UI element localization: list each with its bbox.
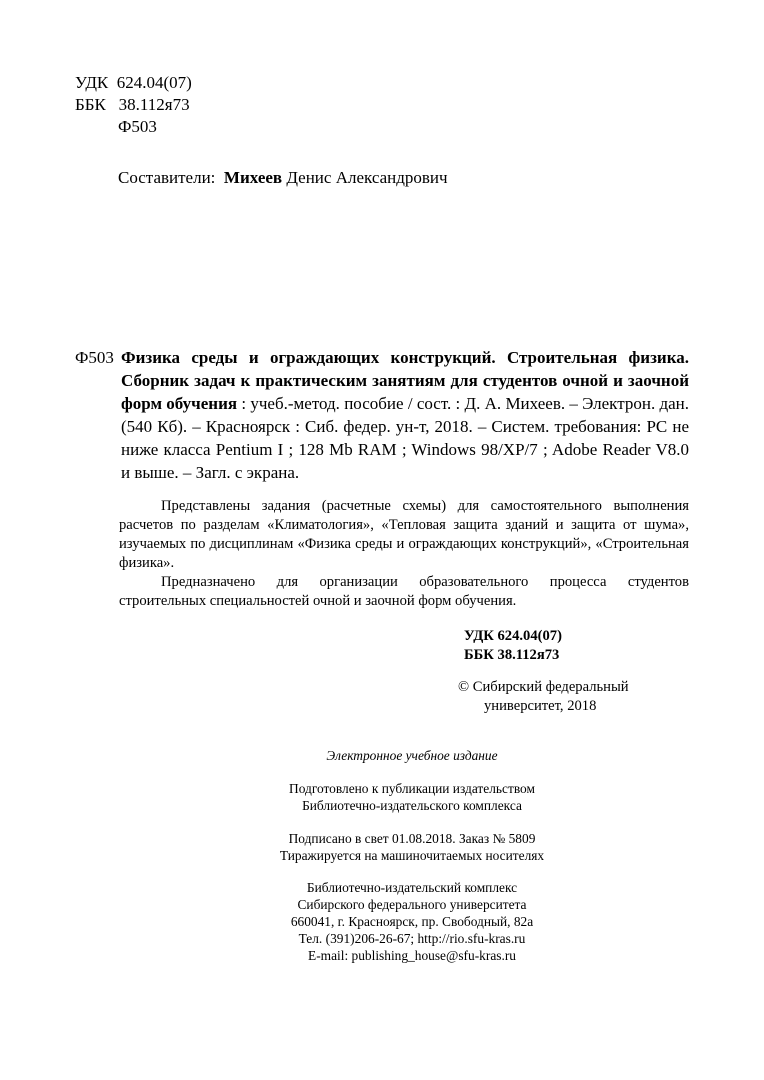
publisher-address: 660041, г. Красноярск, пр. Свободный, 82а: [290, 914, 534, 929]
replicated-line: Тиражируется на машиночитаемых носителях: [279, 848, 545, 863]
udc-line: [75, 72, 192, 94]
publisher-line: Библиотечно-издательский комплекс: [306, 880, 518, 895]
bbk-value: 38.112я73: [118, 95, 190, 114]
record-index: Ф503: [75, 348, 114, 367]
publisher-line: Сибирского федерального университета: [297, 897, 527, 912]
prepared-line: Подготовлено к публикации издательством: [289, 781, 535, 796]
record-title: Физика среды и ограждающих конструкций. Строительная физика. Сборник задач к практическим занятиям для студентов очной и заочной форм обучения: [121, 348, 689, 413]
bbk-line: [75, 94, 190, 116]
compiler-given-names: Денис Александрович: [286, 168, 448, 187]
signed-line: Подписано в свет 01.08.2018. Заказ № 5809: [288, 831, 536, 846]
compilers-line: [118, 168, 448, 188]
compilers-label: Составители:: [118, 168, 216, 187]
publisher-phone: Тел. (391)206-26-67; http://rio.sfu-kras.ru: [298, 931, 526, 946]
abstract-paragraph: Предназначено для организации образовательного процесса студентов строительных специальностей очной и заочной форм обучения.: [119, 574, 689, 609]
publisher-email: E-mail: publishing_house@sfu-kras.ru: [308, 948, 516, 963]
record-details: : учеб.-метод. пособие / сост. : Д. А. Михеев. – Электрон. дан. (540 Кб). – Красноярск : Сиб. федер. ун-т, 2018. – Систем. требования: PC не ниже класса Pentium I ; 128 Mb RAM ; Windows 98/XP/7 ; Adobe Reader V8.0 и выше. – Загл. с экрана.: [121, 394, 690, 482]
udc-label: УДК: [75, 73, 109, 92]
udc-bottom: УДК 624.04(07): [464, 628, 562, 644]
bbk-label: ББК: [75, 95, 106, 114]
bibliographic-record: [75, 346, 689, 484]
compiler-surname: Михеев: [223, 168, 283, 187]
prepared-line: Библиотечно-издательского комплекса: [302, 798, 522, 813]
abstract: [119, 497, 689, 611]
record-body: [121, 346, 689, 484]
bbk-bottom: ББК 38.112я73: [464, 647, 560, 663]
copyright-line-1: © Сибирский федеральный: [458, 679, 629, 695]
edition-type: Электронное учебное издание: [326, 748, 498, 763]
copyright-line-2: университет, 2018: [484, 698, 597, 714]
udc-value: 624.04(07): [116, 73, 192, 92]
author-sign: Ф503: [118, 117, 157, 136]
abstract-paragraph: Представлены задания (расчетные схемы) для самостоятельного выполнения расчетов по разделам «Климатология», «Тепловая защита зданий и защита от шума», изучаемых по дисциплинам «Физика среды и ограждающих конструкций», «Строительная физика».: [119, 498, 689, 571]
